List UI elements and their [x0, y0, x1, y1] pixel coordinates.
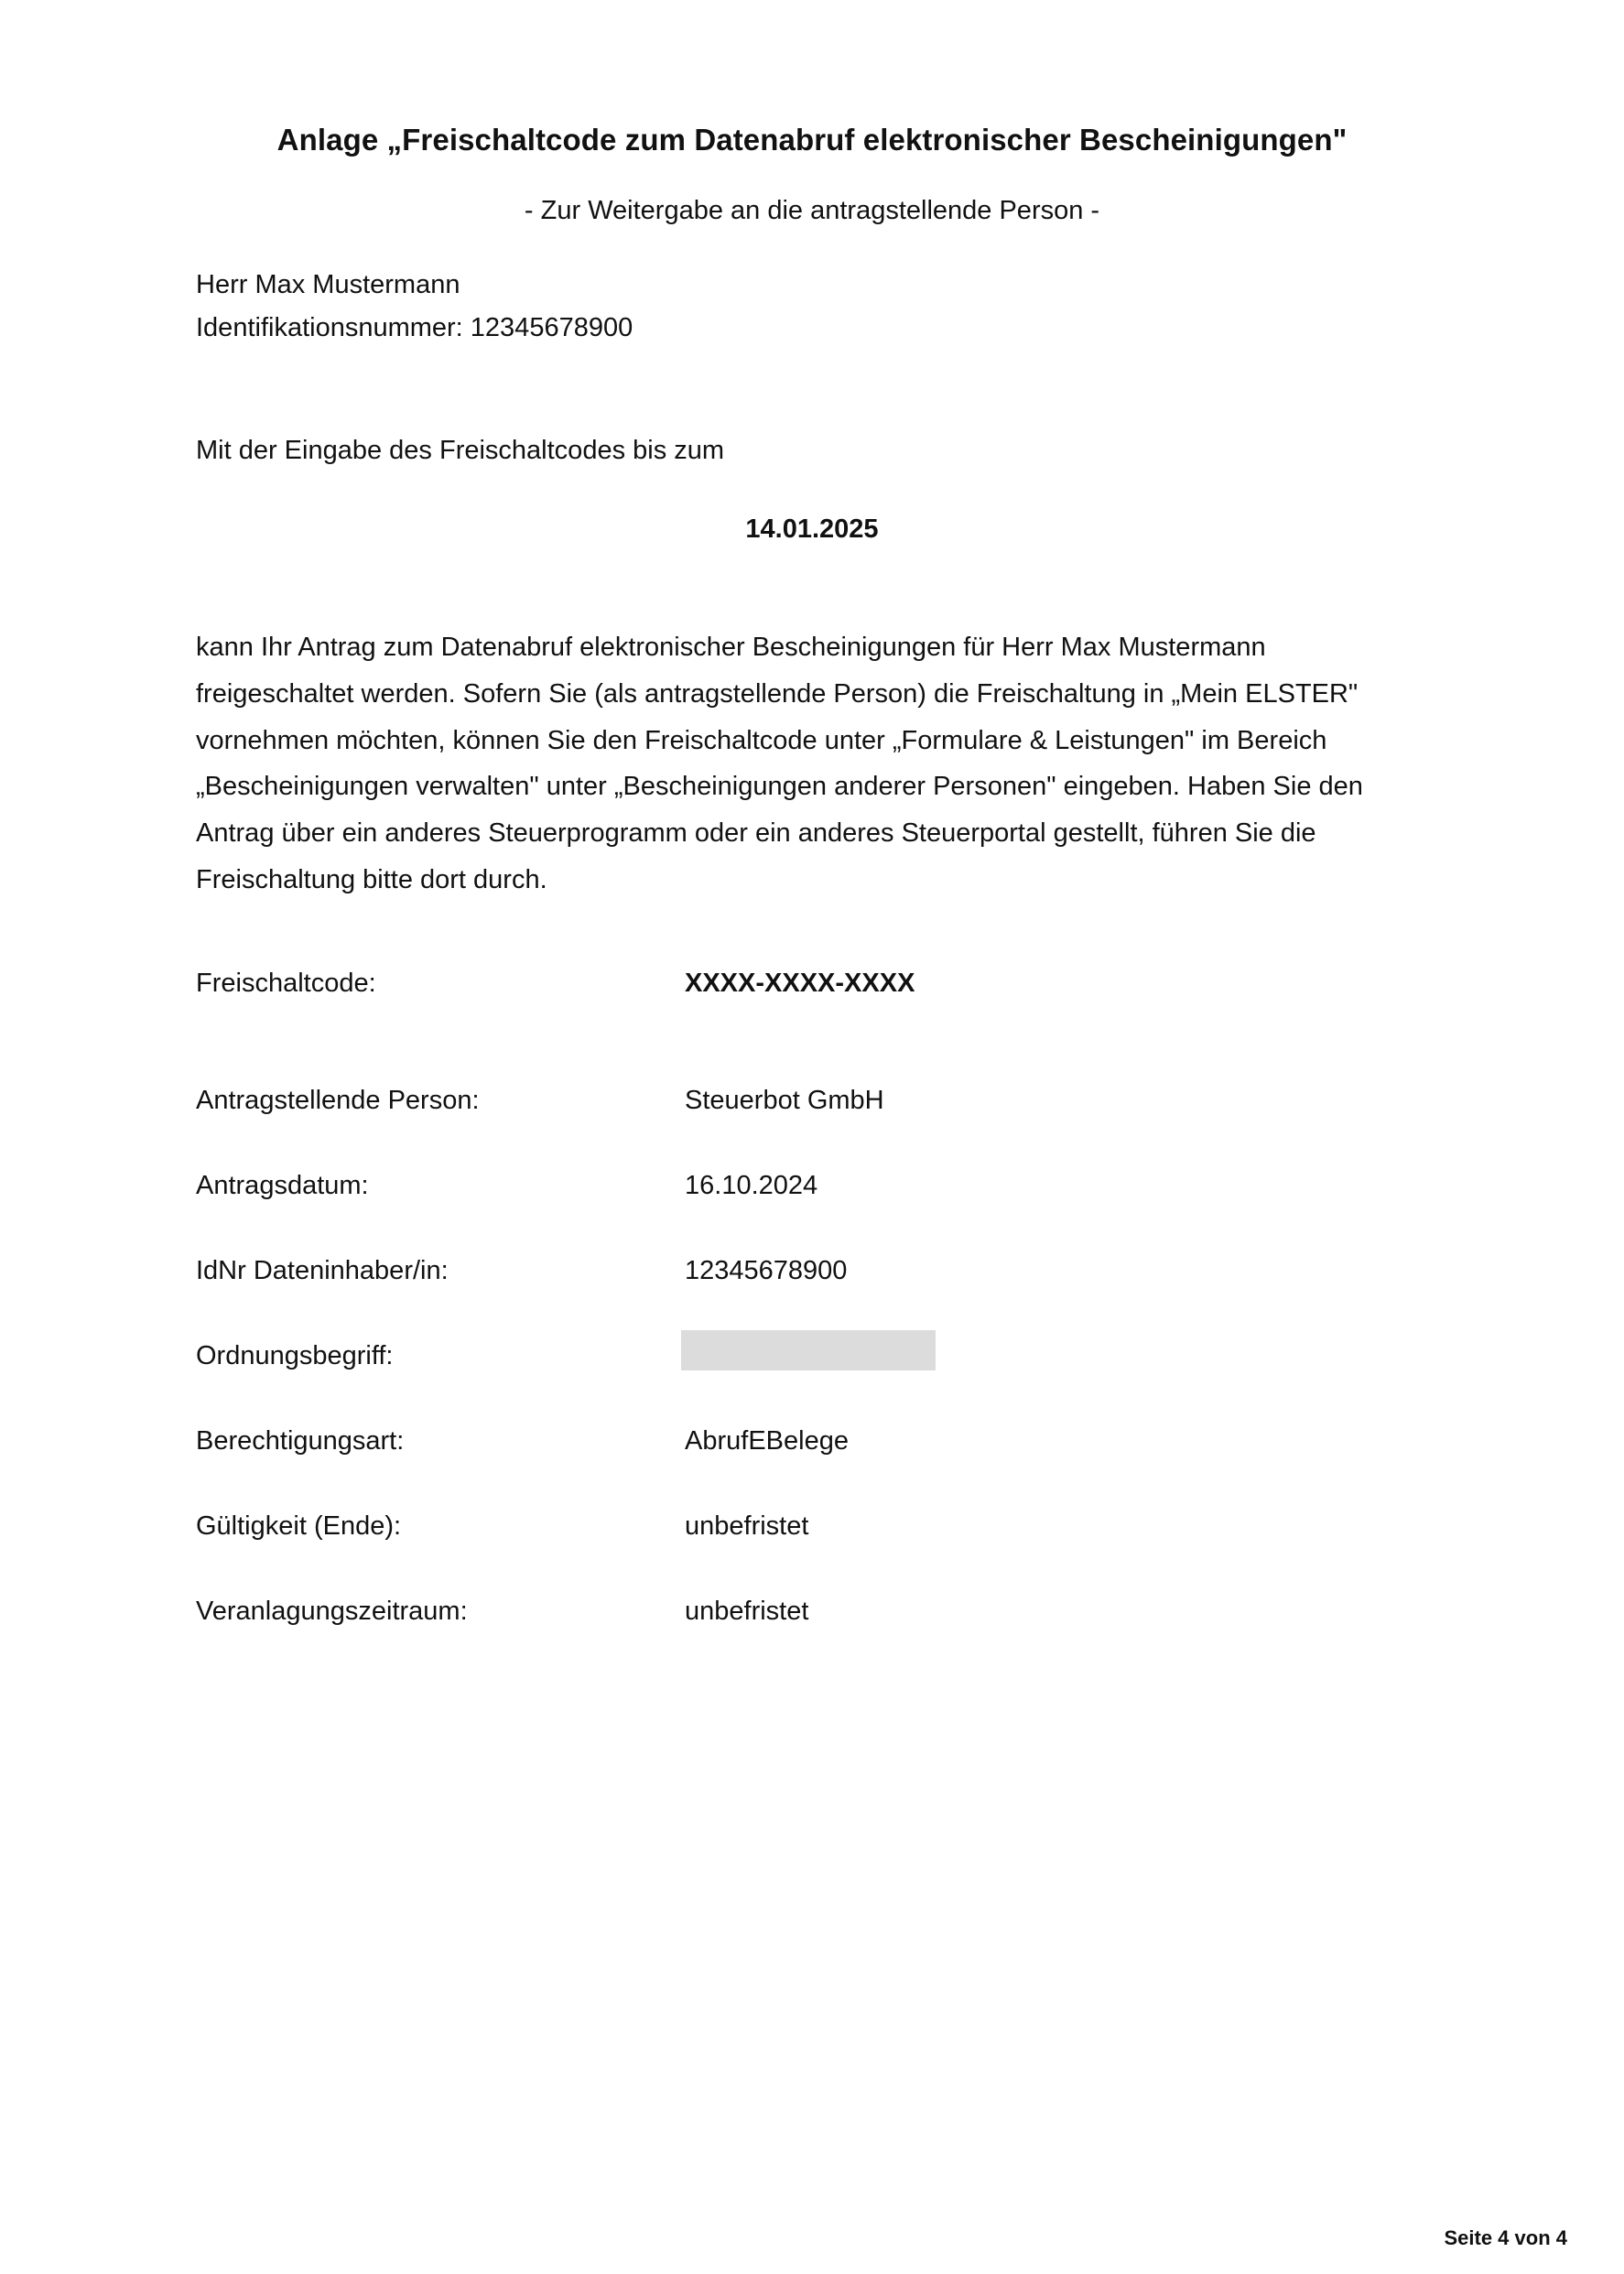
- addressee-block: [196, 264, 633, 350]
- detail-value: Steuerbot GmbH: [685, 1086, 884, 1115]
- page-number: Seite 4 von 4: [1444, 2226, 1567, 2249]
- document-subtitle: - Zur Weitergabe an die antragstellende Person -: [524, 196, 1100, 225]
- detail-row-gueltigkeit: [196, 1511, 1423, 1555]
- detail-value: 12345678900: [685, 1256, 848, 1285]
- freischaltcode-value: XXXX-XXXX-XXXX: [685, 969, 915, 998]
- body-line: Freischaltung bitte dort durch.: [196, 864, 547, 894]
- detail-label: Veranlagungszeitraum:: [196, 1597, 468, 1626]
- detail-label: Berechtigungsart:: [196, 1426, 405, 1456]
- body-paragraph: [196, 624, 1413, 904]
- deadline-date: 14.01.2025: [745, 514, 879, 544]
- detail-row-freischaltcode: [196, 969, 1423, 1012]
- detail-row-berechtigungsart: [196, 1426, 1423, 1470]
- detail-row-idnr: [196, 1256, 1423, 1300]
- detail-label: Freischaltcode:: [196, 969, 376, 998]
- document-title: Anlage „Freischaltcode zum Datenabruf elektronischer Bescheinigungen": [276, 123, 1348, 157]
- detail-label: Antragsdatum:: [196, 1171, 369, 1200]
- addressee-id: Identifikationsnummer: 12345678900: [196, 313, 633, 342]
- detail-row-veranlagungszeitraum: [196, 1597, 1423, 1641]
- body-line: Antrag über ein anderes Steuerprogramm oder ein anderes Steuerportal gestellt, führen Sie die: [196, 818, 1316, 849]
- detail-label: Gültigkeit (Ende):: [196, 1511, 402, 1541]
- intro-text: Mit der Eingabe des Freischaltcodes bis zum: [196, 436, 725, 465]
- addressee-name: Herr Max Mustermann: [196, 270, 460, 299]
- body-line: vornehmen möchten, können Sie den Freischaltcode unter „Formulare & Leistungen" im Bereich: [196, 725, 1327, 755]
- detail-label: Ordnungsbegriff:: [196, 1341, 394, 1370]
- detail-value: unbefristet: [685, 1511, 809, 1541]
- body-line: „Bescheinigungen verwalten" unter „Bescheinigungen anderer Personen" eingeben. Haben Sie den: [196, 772, 1363, 802]
- detail-value: AbrufEBelege: [685, 1426, 849, 1456]
- detail-value: 16.10.2024: [685, 1171, 818, 1200]
- detail-row-ordnungsbegriff: [196, 1341, 1423, 1385]
- body-line: freigeschaltet werden. Sofern Sie (als antragstellende Person) die Freischaltung in „Mein ELSTER": [196, 678, 1359, 709]
- detail-row-antragstellende-person: [196, 1086, 1423, 1130]
- body-line: kann Ihr Antrag zum Datenabruf elektronischer Bescheinigungen für Herr Max Mustermann: [196, 633, 1266, 662]
- detail-label: IdNr Dateninhaber/in:: [196, 1256, 449, 1285]
- detail-row-antragsdatum: [196, 1171, 1423, 1215]
- detail-label: Antragstellende Person:: [196, 1086, 480, 1115]
- detail-value: unbefristet: [685, 1597, 809, 1626]
- redacted-value: [681, 1330, 936, 1370]
